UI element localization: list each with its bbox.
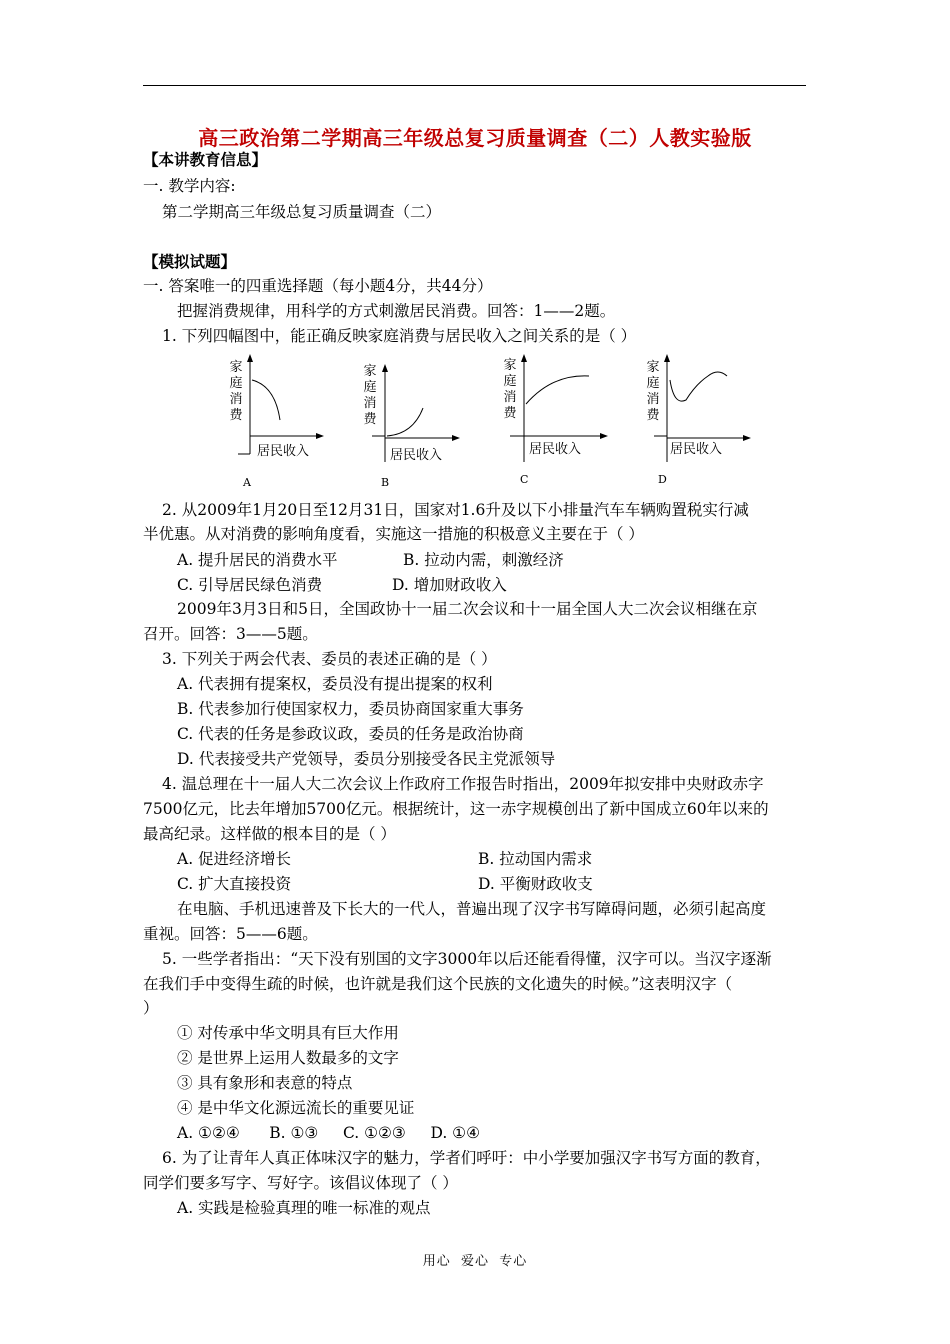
chart-b [353,352,478,492]
chart-d-ylabel: 家 庭 消 费 [646,360,660,423]
question-2-option-d: D. 增加财政收入 [392,576,507,594]
question-5-line-2: 在我们手中变得生疏的时候，也许就是我们这个民族的文化遗失的时候。”这表明汉字（ [143,975,733,993]
part-title: 一. 答案唯一的四重选择题（每小题4分，共44分） [143,277,493,295]
question-6-option-a: A. 实践是检验真理的唯一标准的观点 [177,1199,431,1217]
chart-b-letter: B [381,476,390,489]
page-footer: 用心 爱心 专心 [422,1254,528,1269]
question-6-line-1: 6. 为了让青年人真正体味汉字的魅力，学者们呼吁：中小学要加强汉字书写方面的教育， [162,1149,771,1167]
question-4-line-3: 最高纪录。这样做的根本目的是（ ） [143,825,396,843]
question-4-option-d: D. 平衡财政收支 [478,875,593,893]
section-heading-mock: 【模拟试题】 [143,252,237,271]
chart-c-graph [492,352,617,492]
question-5-statement-1: ① 对传承中华文明具有巨大作用 [177,1024,399,1042]
question-4-line-1: 4. 温总理在十一届人大二次会议上作政府工作报告时指出，2009年拟安排中央财政赤字 [162,775,764,793]
question-5-statement-3: ③ 具有象形和表意的特点 [177,1074,353,1092]
chart-a-xlabel: 居民收入 [257,444,310,459]
intro-3-line-2: 重视。回答：5——6题。 [143,925,318,943]
question-2-option-c: C. 引导居民绿色消费 [177,576,323,594]
question-1: 1. 下列四幅图中，能正确反映家庭消费与居民收入之间关系的是（ ） [162,327,637,345]
chart-c-ylabel: 家 庭 消 费 [503,358,517,421]
teaching-content: 第二学期高三年级总复习质量调查（二） [162,203,442,221]
chart-d-xlabel: 居民收入 [670,442,723,457]
question-2-line-2: 半优惠。从对消费的影响角度看，实施这一措施的积极意义主要在于（ ） [143,525,644,543]
header-rule [143,85,806,86]
question-3-option-c: C. 代表的任务是参政议政，委员的任务是政治协商 [177,725,524,743]
chart-b-graph [353,352,478,492]
question-4-option-b: B. 拉动国内需求 [478,850,593,868]
chart-b-xlabel: 居民收入 [390,448,443,463]
teaching-content-label: 一. 教学内容: [143,177,236,195]
chart-a-graph [215,352,340,492]
chart-d-letter: D [658,473,667,486]
question-5-line-3: ） [143,999,159,1017]
section-heading-info: 【本讲教育信息】 [143,150,268,169]
document-title: 高三政治第二学期高三年级总复习质量调查（二）人教实验版 [198,126,752,150]
question-4-option-c: C. 扩大直接投资 [177,875,292,893]
question-2-option-b: B. 拉动内需，刺激经济 [403,551,564,569]
chart-c-letter: C [520,473,529,486]
chart-a-letter: A [243,476,251,489]
question-5-choices: A. ①②④ B. ①③ C. ①②③ D. ①④ [177,1124,480,1142]
intro-1: 把握消费规律，用科学的方式刺激居民消费。回答：1——2题。 [177,302,616,320]
question-2-option-a: A. 提升居民的消费水平 [177,551,338,569]
chart-a-ylabel: 家 庭 消 费 [229,360,243,423]
intro-3-line-1: 在电脑、手机迅速普及下长大的一代人，普遍出现了汉字书写障碍问题，必须引起高度 [177,900,767,918]
chart-b-ylabel: 家 庭 消 费 [363,364,377,427]
chart-d [630,352,755,492]
chart-c [492,352,617,492]
question-5-statement-2: ② 是世界上运用人数最多的文字 [177,1049,399,1067]
question-4-option-a: A. 促进经济增长 [177,850,292,868]
question-1-charts [215,352,755,492]
chart-d-graph [630,352,755,492]
question-3-option-d: D. 代表接受共产党领导，委员分别接受各民主党派领导 [177,750,556,768]
question-4-line-2: 7500亿元，比去年增加5700亿元。根据统计，这一赤字规模创出了新中国成立60年以来的 [143,800,769,818]
question-5-statement-4: ④ 是中华文化源远流长的重要见证 [177,1099,415,1117]
question-5-line-1: 5. 一些学者指出：“天下没有别国的文字3000年以后还能看得懂，汉字可以。当汉字逐渐 [162,950,772,968]
question-3: 3. 下列关于两会代表、委员的表述正确的是（ ） [162,650,497,668]
question-6-line-2: 同学们要多写字、写好字。该倡议体现了（ ） [143,1174,458,1192]
question-2-line-1: 2. 从2009年1月20日至12月31日，国家对1.6升及以下小排量汽车车辆购置税实行减 [162,501,749,519]
question-3-option-b: B. 代表参加行使国家权力，委员协商国家重大事务 [177,700,524,718]
chart-a [215,352,340,492]
intro-2-line-2: 召开。回答：3——5题。 [143,625,318,643]
chart-c-xlabel: 居民收入 [529,442,582,457]
intro-2-line-1: 2009年3月3日和5日，全国政协十一届二次会议和十一届全国人大二次会议相继在京 [177,600,758,618]
question-3-option-a: A. 代表拥有提案权，委员没有提出提案的权利 [177,675,493,693]
